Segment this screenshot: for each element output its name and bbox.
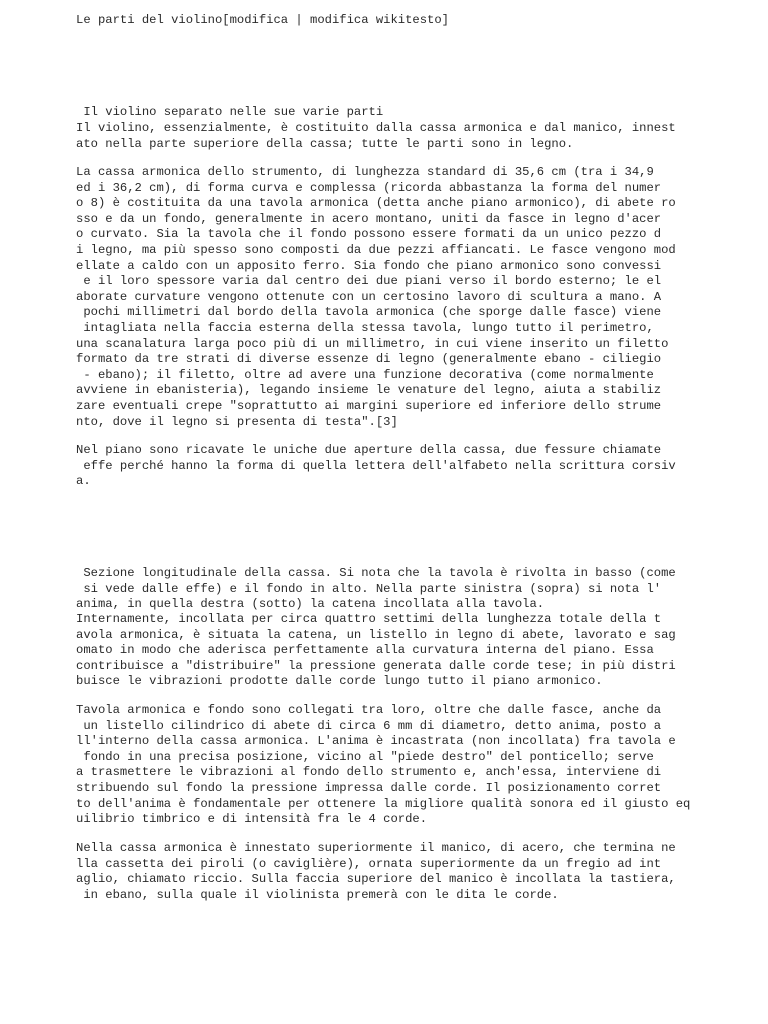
paragraph-soundbox: La cassa armonica dello strumento, di lunghezza standard di 35,6 cm (tra i 34,9 ed i 36,2 cm), di forma curva e complessa (ricorda abbastanza la forma del numer o 8) è costituita da una tavola armonica (detta anche piano armonico), di abete ro sso e da un fondo, generalmente in acero montano, uniti da fasce in legno d'acer o curvato. Sia la tavola che il fondo possono essere formati da un unico pezzo d i legno, ma più spesso sono composti da due pezzi affiancati. Le fasce vengono mod ellate a caldo con un apposito ferro. Sia fondo che piano armonico sono convessi e il loro spessore varia dal centro dei due piani verso il bordo esterno; le el aborate curvature vengono ottenute con un certosino lavoro di scultura a mano. A pochi millimetri dal bordo della tavola armonica (che sporge dalle fasce) viene intagliata nella faccia esterna della stessa tavola, lungo tutto il perimetro, una scanalatura larga poco più di un millimetro, in cui viene inserito un filetto formato da tre strati di diverse essenze di legno (generalmente ebano - ciliegio - ebano); il filetto, oltre ad avere una funzione decorativa (come normalmente avviene in ebanisteria), legando insieme le venature del legno, aiuta a stabiliz zare eventuali crepe "soprattutto ai margini superiore ed inferiore dello strume nto, dove il legno si presenta di testa".[3] <box>76 165 676 429</box>
paragraph-bass-bar: Internamente, incollata per circa quattro settimi della lunghezza totale della t avola armonica, è situata la catena, un listello in legno di abete, lavorato e sag omato in modo che aderisca perfettamente alla curvatura interna del piano. Essa contribuisce a "distribuire" la pressione generata dalle corde tese; in più distri buisce le vibrazioni prodotte dalle corde lungo tutto il piano armonico. <box>76 612 676 689</box>
paragraph-f-holes: Nel piano sono ricavate le uniche due aperture della cassa, due fessure chiamate effe perché hanno la forma di quella lettera dell'alfabeto nella scrittura corsiv a. <box>76 443 676 489</box>
paragraph-intro: Il violino, essenzialmente, è costituito dalla cassa armonica e dal manico, innest ato nella parte superiore della cassa; tutte le parti sono in legno. <box>76 121 676 151</box>
image-caption-violin-parts: Il violino separato nelle sue varie parti <box>76 105 384 119</box>
paragraph-soundpost: Tavola armonica e fondo sono collegati tra loro, oltre che dalle fasce, anche da un listello cilindrico di abete di circa 6 mm di diametro, detto anima, posto a ll'interno della cassa armonica. L'anima è incastrata (non incollata) fra tavola e fondo in una precisa posizione, vicino al "piede destro" del ponticello; serve a trasmettere le vibrazioni al fondo dello strumento e, anch'essa, interviene di stribuendo sul fondo la pressione impressa dalle corde. Il posizionamento corret to dell'anima è fondamentale per ottenere la migliore qualità sonora ed il giusto eq uilibrio timbrico e di intensità fra le 4 corde. <box>76 703 691 827</box>
paragraph-neck: Nella cassa armonica è innestato superiormente il manico, di acero, che termina ne lla cassetta dei piroli (o caviglière), ornata superiormente da un fregio ad int aglio, chiamato riccio. Sulla faccia superiore del manico è incollata la tastiera, in ebano, sulla quale il violinista premerà con le dita le corde. <box>76 841 676 902</box>
image-caption-longitudinal-section: Sezione longitudinale della cassa. Si nota che la tavola è rivolta in basso (come si vede dalle effe) e il fondo in alto. Nella parte sinistra (sopra) si nota l' anima, in quella destra (sotto) la catena incollata alla tavola. <box>76 566 676 612</box>
section-heading: Le parti del violino[modifica | modifica wikitesto] <box>76 13 449 27</box>
